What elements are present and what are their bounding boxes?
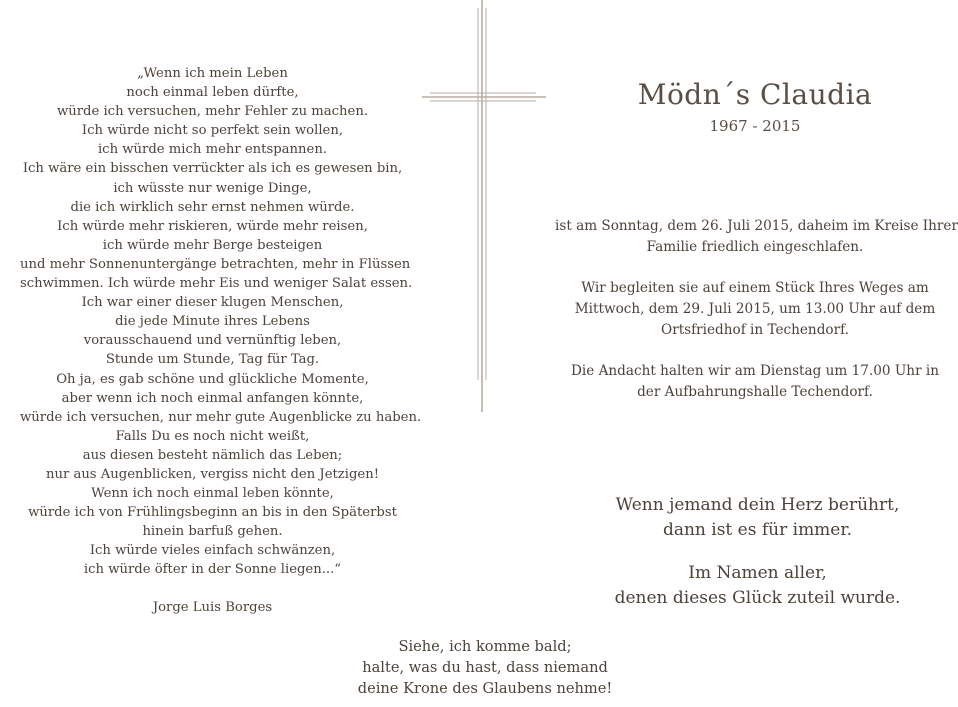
poem-line: ich würde mich mehr entspannen. (97, 142, 328, 158)
notice-line: Wir begleiten sie auf einem Stück Ihres Weges am (581, 280, 929, 296)
poem-line: Ich war einer dieser klugen Menschen, (81, 295, 344, 311)
death-notice (555, 216, 958, 423)
notice-line: der Aufbahrungshalle Techendorf. (637, 384, 873, 400)
saying-line: Im Namen aller, (688, 563, 827, 583)
poem-line: und mehr Sonnenuntergänge betrachten, mehr in Flüssen (20, 256, 411, 272)
poem-author: Jorge Luis Borges (152, 599, 273, 615)
poem-line: „Wenn ich mein Leben (137, 66, 288, 81)
notice-line: Ortsfriedhof in Techendorf. (661, 322, 849, 338)
poem-line: Ich würde mehr riskieren, würde mehr reisen, (57, 218, 368, 234)
poem-line: nur aus Augenblicken, vergiss nicht den Jetzigen! (45, 466, 380, 482)
poem-line: würde ich versuchen, nur mehr gute Augenblicke zu haben. (20, 409, 422, 425)
title-block (555, 78, 955, 135)
saying-stanza (555, 561, 958, 610)
notice-paragraph (555, 361, 955, 403)
poem-line: würde ich von Frühlingsbeginn an bis in den Späterbst (28, 505, 397, 521)
poem-line: ich würde mehr Berge besteigen (102, 237, 323, 253)
poem-line: ich wüsste nur wenige Dinge, (113, 180, 312, 196)
poem-line: Wenn ich noch einmal leben könnte, (91, 486, 334, 502)
cross-icon (420, 0, 550, 420)
notice-line: Familie friedlich eingeschlafen. (646, 239, 864, 255)
bible-verse (330, 636, 640, 699)
poem (20, 64, 422, 617)
poem-line: aber wenn ich noch einmal anfangen könnte, (61, 390, 364, 406)
saying (555, 493, 958, 629)
notice-line: ist am Sonntag, dem 26. Juli 2015, daheim im Kreise Ihrer (555, 218, 958, 234)
poem-line: aus diesen besteht nämlich das Leben; (82, 447, 343, 463)
poem-line: noch einmal leben dürfte, (126, 85, 299, 101)
verse-line: halte, was du hast, dass niemand (362, 659, 608, 676)
poem-line: Falls Du es noch nicht weißt, (115, 428, 310, 444)
notice-line: Mittwoch, dem 29. Juli 2015, um 13.00 Uhr auf dem (574, 301, 936, 317)
saying-line: Wenn jemand dein Herz berührt, (615, 495, 900, 515)
verse-line: deine Krone des Glaubens nehme! (357, 680, 613, 697)
verse-line: Siehe, ich komme bald; (398, 638, 572, 655)
poem-line: Ich wäre ein bisschen verrückter als ich es gewesen bin, (22, 161, 403, 177)
notice-paragraph (555, 278, 955, 341)
saying-stanza (555, 493, 958, 542)
notice-line: Die Andacht halten wir am Dienstag um 17.00 Uhr in (570, 363, 939, 379)
poem-line: ich würde öfter in der Sonne liegen...“ (83, 562, 342, 578)
poem-line: hinein barfuß gehen. (142, 524, 283, 540)
notice-paragraph (555, 216, 958, 258)
poem-line: die ich wirklich sehr ernst nehmen würde. (70, 199, 355, 215)
poem-line: Oh ja, es gab schöne und glückliche Momente, (56, 371, 369, 387)
poem-line: schwimmen. Ich würde mehr Eis und weniger Salat essen. (20, 276, 413, 292)
poem-line: Ich würde nicht so perfekt sein wollen, (81, 123, 344, 139)
poem-line: die jede Minute ihres Lebens (115, 314, 310, 330)
deceased-name: Mödn´s Claudia (637, 78, 873, 111)
poem-line: vorausschauend und vernünftig leben, (83, 333, 342, 349)
poem-line: Stunde um Stunde, Tag für Tag. (105, 352, 320, 368)
life-years: 1967 - 2015 (709, 117, 801, 135)
poem-line: würde ich versuchen, mehr Fehler zu machen. (56, 104, 369, 120)
saying-line: denen dieses Glück zuteil wurde. (614, 587, 901, 608)
saying-line: dann ist es für immer. (662, 519, 853, 540)
poem-line: Ich würde vieles einfach schwänzen, (89, 543, 336, 559)
